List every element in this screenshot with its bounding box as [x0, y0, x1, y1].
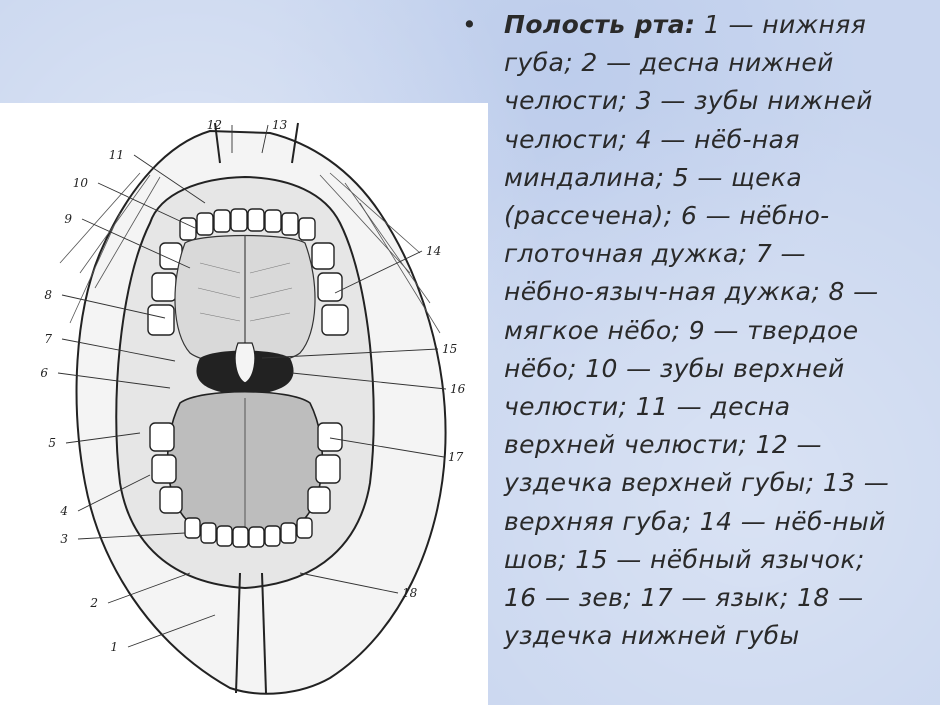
caption-line: нёбо; 10 — зубы верхней [504, 353, 845, 383]
figure-label-10: 10 [72, 176, 88, 190]
figure-label-11: 11 [108, 148, 124, 162]
caption-line: верхней челюсти; 12 — [504, 430, 822, 460]
figure-label-2: 2 [90, 596, 98, 610]
caption-line: уздечка нижней губы [504, 621, 800, 651]
figure-label-8: 8 [44, 288, 52, 302]
caption-line: (рассечена); 6 — нёбно- [504, 201, 830, 231]
oral-cavity-illustration [0, 103, 488, 705]
figure-label-6: 6 [40, 366, 48, 380]
figure-label-3: 3 [60, 532, 68, 546]
figure-label-17: 17 [448, 450, 464, 464]
figure-label-5: 5 [48, 436, 56, 450]
figure-label-18: 18 [402, 586, 418, 600]
figure-label-4: 4 [60, 504, 68, 518]
caption-text [462, 6, 932, 655]
caption-line: глоточная дужка; 7 — [504, 239, 806, 269]
caption-line: челюсти; 3 — зубы нижней [504, 86, 873, 116]
caption-line: миндалина; 5 — щека [504, 162, 803, 192]
figure-label-9: 9 [64, 212, 72, 226]
figure-label-1: 1 [110, 640, 118, 654]
anatomy-figure-panel [0, 103, 488, 705]
caption-line: мягкое нёбо; 9 — твердое [504, 315, 859, 345]
figure-label-7: 7 [44, 332, 52, 346]
caption-line: верхняя губа; 14 — нёб-ный [504, 506, 886, 536]
figure-label-16: 16 [450, 382, 466, 396]
figure-label-12: 12 [206, 118, 222, 132]
caption-line: нёбно-языч-ная дужка; 8 — [504, 277, 879, 307]
figure-label-15: 15 [442, 342, 458, 356]
caption-line [504, 6, 932, 44]
caption-paragraph [504, 6, 932, 655]
caption-line: губа; 2 — десна нижней [504, 48, 834, 78]
caption-line: уздечка верхней губы; 13 — [504, 468, 890, 498]
caption-heading: Полость рта: [504, 10, 696, 39]
caption-line-text: 1 — нижняя [695, 10, 867, 39]
caption-line: челюсти; 4 — нёб-ная [504, 124, 800, 154]
figure-label-14: 14 [426, 244, 442, 258]
caption-line: шов; 15 — нёбный язычок; [504, 544, 865, 574]
bullet-point: • [462, 10, 478, 39]
figure-label-13: 13 [272, 118, 288, 132]
caption-line: челюсти; 11 — десна [504, 392, 791, 422]
caption-line: 16 — зев; 17 — язык; 18 — [504, 583, 864, 613]
